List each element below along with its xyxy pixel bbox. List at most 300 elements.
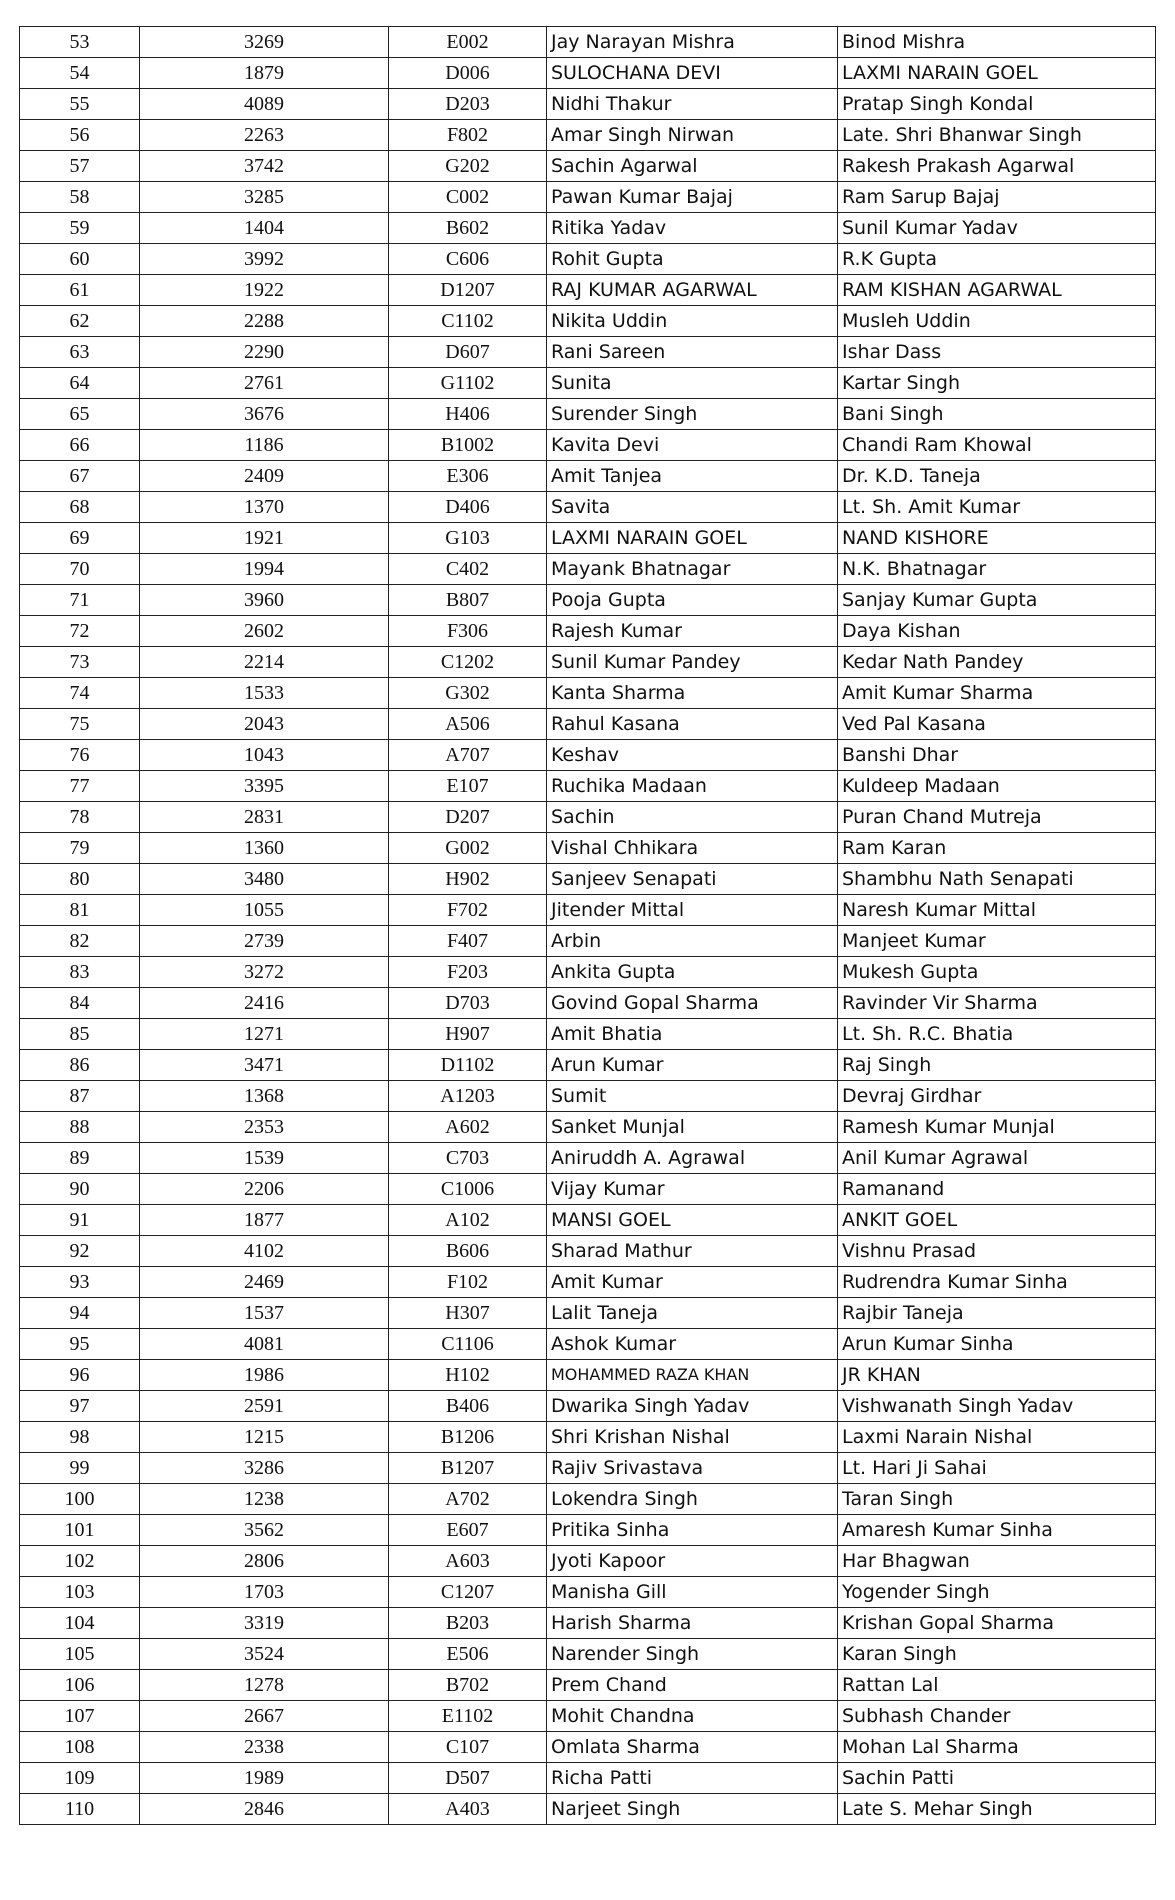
serial-number-cell: 103 (20, 1577, 140, 1608)
serial-number-cell: 77 (20, 771, 140, 802)
father-name-cell: Ishar Dass (838, 337, 1156, 368)
member-number-cell: 2353 (140, 1112, 389, 1143)
flat-number-cell: D406 (389, 492, 547, 523)
serial-number-cell: 108 (20, 1732, 140, 1763)
father-name-cell: R.K Gupta (838, 244, 1156, 275)
member-name-cell: Ashok Kumar (547, 1329, 838, 1360)
table-row (20, 1515, 1156, 1546)
member-name-cell: Sachin (547, 802, 838, 833)
serial-number-cell: 109 (20, 1763, 140, 1794)
table-row (20, 926, 1156, 957)
member-number-cell: 1186 (140, 430, 389, 461)
member-number-cell: 3395 (140, 771, 389, 802)
flat-number-cell: F802 (389, 120, 547, 151)
table-row (20, 1298, 1156, 1329)
flat-number-cell: D006 (389, 58, 547, 89)
member-number-cell: 1404 (140, 213, 389, 244)
flat-number-cell: B406 (389, 1391, 547, 1422)
member-number-cell: 1055 (140, 895, 389, 926)
member-name-cell: Sunil Kumar Pandey (547, 647, 838, 678)
table-row (20, 1205, 1156, 1236)
member-number-cell: 1043 (140, 740, 389, 771)
member-number-cell: 1986 (140, 1360, 389, 1391)
father-name-cell: Ved Pal Kasana (838, 709, 1156, 740)
flat-number-cell: D203 (389, 89, 547, 120)
serial-number-cell: 76 (20, 740, 140, 771)
flat-number-cell: A602 (389, 1112, 547, 1143)
member-number-cell: 2846 (140, 1794, 389, 1825)
serial-number-cell: 68 (20, 492, 140, 523)
table-row (20, 1577, 1156, 1608)
flat-number-cell: D1102 (389, 1050, 547, 1081)
serial-number-cell: 70 (20, 554, 140, 585)
table-row (20, 337, 1156, 368)
member-name-cell: Omlata Sharma (547, 1732, 838, 1763)
member-name-cell: Amit Bhatia (547, 1019, 838, 1050)
member-name-cell: Jitender Mittal (547, 895, 838, 926)
father-name-cell: Ram Sarup Bajaj (838, 182, 1156, 213)
serial-number-cell: 61 (20, 275, 140, 306)
flat-number-cell: F306 (389, 616, 547, 647)
serial-number-cell: 62 (20, 306, 140, 337)
member-name-cell: Sumit (547, 1081, 838, 1112)
father-name-cell: Ravinder Vir Sharma (838, 988, 1156, 1019)
flat-number-cell: B203 (389, 1608, 547, 1639)
table-row (20, 120, 1156, 151)
member-name-cell: Manisha Gill (547, 1577, 838, 1608)
member-name-cell: Pritika Sinha (547, 1515, 838, 1546)
member-number-cell: 1278 (140, 1670, 389, 1701)
father-name-cell: Banshi Dhar (838, 740, 1156, 771)
father-name-cell: Rattan Lal (838, 1670, 1156, 1701)
member-number-cell: 1879 (140, 58, 389, 89)
serial-number-cell: 55 (20, 89, 140, 120)
member-name-cell: Lalit Taneja (547, 1298, 838, 1329)
member-name-cell: Narender Singh (547, 1639, 838, 1670)
member-name-cell: Ritika Yadav (547, 213, 838, 244)
father-name-cell: Shambhu Nath Senapati (838, 864, 1156, 895)
member-name-cell: Richa Patti (547, 1763, 838, 1794)
flat-number-cell: E002 (389, 27, 547, 58)
serial-number-cell: 89 (20, 1143, 140, 1174)
member-name-cell: Rajesh Kumar (547, 616, 838, 647)
flat-number-cell: B1207 (389, 1453, 547, 1484)
table-row (20, 1329, 1156, 1360)
flat-number-cell: D507 (389, 1763, 547, 1794)
table-row (20, 833, 1156, 864)
member-name-cell: Surender Singh (547, 399, 838, 430)
flat-number-cell: E107 (389, 771, 547, 802)
flat-number-cell: A707 (389, 740, 547, 771)
flat-number-cell: D1207 (389, 275, 547, 306)
flat-number-cell: B602 (389, 213, 547, 244)
serial-number-cell: 69 (20, 523, 140, 554)
father-name-cell: Dr. K.D. Taneja (838, 461, 1156, 492)
table-row (20, 1608, 1156, 1639)
father-name-cell: Krishan Gopal Sharma (838, 1608, 1156, 1639)
member-number-cell: 1533 (140, 678, 389, 709)
table-row (20, 988, 1156, 1019)
table-row (20, 1546, 1156, 1577)
serial-number-cell: 94 (20, 1298, 140, 1329)
table-row (20, 771, 1156, 802)
member-name-cell: Ruchika Madaan (547, 771, 838, 802)
flat-number-cell: B1002 (389, 430, 547, 461)
member-number-cell: 3286 (140, 1453, 389, 1484)
father-name-cell: Pratap Singh Kondal (838, 89, 1156, 120)
table-row (20, 275, 1156, 306)
flat-number-cell: C1106 (389, 1329, 547, 1360)
member-name-cell: Mayank Bhatnagar (547, 554, 838, 585)
member-name-cell: Kavita Devi (547, 430, 838, 461)
serial-number-cell: 82 (20, 926, 140, 957)
table-row (20, 306, 1156, 337)
member-name-cell: Harish Sharma (547, 1608, 838, 1639)
father-name-cell: Subhash Chander (838, 1701, 1156, 1732)
member-number-cell: 4102 (140, 1236, 389, 1267)
father-name-cell: Raj Singh (838, 1050, 1156, 1081)
father-name-cell: Kuldeep Madaan (838, 771, 1156, 802)
member-number-cell: 2591 (140, 1391, 389, 1422)
member-number-cell: 3992 (140, 244, 389, 275)
flat-number-cell: G103 (389, 523, 547, 554)
serial-number-cell: 104 (20, 1608, 140, 1639)
table-row (20, 1050, 1156, 1081)
serial-number-cell: 79 (20, 833, 140, 864)
table-row (20, 58, 1156, 89)
member-name-cell: Jay Narayan Mishra (547, 27, 838, 58)
father-name-cell: Mohan Lal Sharma (838, 1732, 1156, 1763)
flat-number-cell: D607 (389, 337, 547, 368)
flat-number-cell: C402 (389, 554, 547, 585)
member-number-cell: 4081 (140, 1329, 389, 1360)
member-name-cell: Rani Sareen (547, 337, 838, 368)
father-name-cell: Lt. Sh. Amit Kumar (838, 492, 1156, 523)
flat-number-cell: E607 (389, 1515, 547, 1546)
table-row (20, 1794, 1156, 1825)
member-number-cell: 3285 (140, 182, 389, 213)
father-name-cell: Karan Singh (838, 1639, 1156, 1670)
table-row (20, 1732, 1156, 1763)
father-name-cell: Sachin Patti (838, 1763, 1156, 1794)
member-number-cell: 1271 (140, 1019, 389, 1050)
member-number-cell: 2043 (140, 709, 389, 740)
table-row (20, 151, 1156, 182)
serial-number-cell: 80 (20, 864, 140, 895)
member-number-cell: 3471 (140, 1050, 389, 1081)
table-row (20, 1639, 1156, 1670)
member-number-cell: 3269 (140, 27, 389, 58)
serial-number-cell: 66 (20, 430, 140, 461)
flat-number-cell: C1207 (389, 1577, 547, 1608)
father-name-cell: Vishnu Prasad (838, 1236, 1156, 1267)
member-number-cell: 1360 (140, 833, 389, 864)
member-number-cell: 2288 (140, 306, 389, 337)
serial-number-cell: 53 (20, 27, 140, 58)
member-number-cell: 1238 (140, 1484, 389, 1515)
member-name-cell: Pawan Kumar Bajaj (547, 182, 838, 213)
member-number-cell: 1539 (140, 1143, 389, 1174)
serial-number-cell: 56 (20, 120, 140, 151)
serial-number-cell: 93 (20, 1267, 140, 1298)
serial-number-cell: 102 (20, 1546, 140, 1577)
member-name-cell: Savita (547, 492, 838, 523)
member-name-cell: Lokendra Singh (547, 1484, 838, 1515)
member-number-cell: 2409 (140, 461, 389, 492)
father-name-cell: Late S. Mehar Singh (838, 1794, 1156, 1825)
flat-number-cell: C606 (389, 244, 547, 275)
member-name-cell: Narjeet Singh (547, 1794, 838, 1825)
father-name-cell: Taran Singh (838, 1484, 1156, 1515)
member-number-cell: 2338 (140, 1732, 389, 1763)
father-name-cell: Anil Kumar Agrawal (838, 1143, 1156, 1174)
member-number-cell: 1368 (140, 1081, 389, 1112)
member-number-cell: 1215 (140, 1422, 389, 1453)
table-row (20, 554, 1156, 585)
member-number-cell: 2263 (140, 120, 389, 151)
serial-number-cell: 86 (20, 1050, 140, 1081)
member-number-cell: 2831 (140, 802, 389, 833)
father-name-cell: Manjeet Kumar (838, 926, 1156, 957)
member-list-body (20, 27, 1156, 1825)
table-row (20, 1081, 1156, 1112)
father-name-cell: Amaresh Kumar Sinha (838, 1515, 1156, 1546)
member-number-cell: 2739 (140, 926, 389, 957)
member-name-cell: Amit Tanjea (547, 461, 838, 492)
serial-number-cell: 74 (20, 678, 140, 709)
member-name-cell: Jyoti Kapoor (547, 1546, 838, 1577)
table-row (20, 1763, 1156, 1794)
table-row (20, 182, 1156, 213)
flat-number-cell: B1206 (389, 1422, 547, 1453)
father-name-cell: NAND KISHORE (838, 523, 1156, 554)
member-name-cell: Dwarika Singh Yadav (547, 1391, 838, 1422)
father-name-cell: Chandi Ram Khowal (838, 430, 1156, 461)
serial-number-cell: 87 (20, 1081, 140, 1112)
father-name-cell: Lt. Hari Ji Sahai (838, 1453, 1156, 1484)
member-name-cell: Govind Gopal Sharma (547, 988, 838, 1019)
member-name-cell: Amit Kumar (547, 1267, 838, 1298)
father-name-cell: Laxmi Narain Nishal (838, 1422, 1156, 1453)
member-number-cell: 1537 (140, 1298, 389, 1329)
table-row (20, 523, 1156, 554)
member-number-cell: 3562 (140, 1515, 389, 1546)
flat-number-cell: D207 (389, 802, 547, 833)
member-name-cell: Vishal Chhikara (547, 833, 838, 864)
member-name-cell: Mohit Chandna (547, 1701, 838, 1732)
flat-number-cell: C703 (389, 1143, 547, 1174)
member-name-cell: MOHAMMED RAZA KHAN (547, 1360, 838, 1391)
father-name-cell: Ramanand (838, 1174, 1156, 1205)
flat-number-cell: H307 (389, 1298, 547, 1329)
father-name-cell: Rakesh Prakash Agarwal (838, 151, 1156, 182)
table-row (20, 1019, 1156, 1050)
flat-number-cell: H902 (389, 864, 547, 895)
father-name-cell: Mukesh Gupta (838, 957, 1156, 988)
father-name-cell: Lt. Sh. R.C. Bhatia (838, 1019, 1156, 1050)
member-number-cell: 1921 (140, 523, 389, 554)
table-row (20, 678, 1156, 709)
flat-number-cell: A506 (389, 709, 547, 740)
member-number-cell: 4089 (140, 89, 389, 120)
father-name-cell: Late. Shri Bhanwar Singh (838, 120, 1156, 151)
serial-number-cell: 58 (20, 182, 140, 213)
flat-number-cell: G002 (389, 833, 547, 864)
member-name-cell: Amar Singh Nirwan (547, 120, 838, 151)
father-name-cell: Arun Kumar Sinha (838, 1329, 1156, 1360)
flat-number-cell: C002 (389, 182, 547, 213)
father-name-cell: Kedar Nath Pandey (838, 647, 1156, 678)
member-number-cell: 3272 (140, 957, 389, 988)
father-name-cell: RAM KISHAN AGARWAL (838, 275, 1156, 306)
flat-number-cell: C1006 (389, 1174, 547, 1205)
table-row (20, 1236, 1156, 1267)
member-number-cell: 2667 (140, 1701, 389, 1732)
flat-number-cell: G1102 (389, 368, 547, 399)
flat-number-cell: E306 (389, 461, 547, 492)
father-name-cell: Ram Karan (838, 833, 1156, 864)
member-number-cell: 2761 (140, 368, 389, 399)
table-row (20, 647, 1156, 678)
father-name-cell: LAXMI NARAIN GOEL (838, 58, 1156, 89)
father-name-cell: Amit Kumar Sharma (838, 678, 1156, 709)
table-row (20, 430, 1156, 461)
serial-number-cell: 98 (20, 1422, 140, 1453)
flat-number-cell: H102 (389, 1360, 547, 1391)
flat-number-cell: C1102 (389, 306, 547, 337)
member-name-cell: Rahul Kasana (547, 709, 838, 740)
serial-number-cell: 73 (20, 647, 140, 678)
member-name-cell: Sharad Mathur (547, 1236, 838, 1267)
serial-number-cell: 64 (20, 368, 140, 399)
flat-number-cell: F702 (389, 895, 547, 926)
table-row (20, 957, 1156, 988)
table-row (20, 895, 1156, 926)
serial-number-cell: 65 (20, 399, 140, 430)
member-number-cell: 2416 (140, 988, 389, 1019)
table-row (20, 1174, 1156, 1205)
flat-number-cell: A702 (389, 1484, 547, 1515)
member-name-cell: Shri Krishan Nishal (547, 1422, 838, 1453)
flat-number-cell: E506 (389, 1639, 547, 1670)
member-name-cell: SULOCHANA DEVI (547, 58, 838, 89)
table-row (20, 1484, 1156, 1515)
father-name-cell: Har Bhagwan (838, 1546, 1156, 1577)
serial-number-cell: 96 (20, 1360, 140, 1391)
flat-number-cell: C107 (389, 1732, 547, 1763)
serial-number-cell: 71 (20, 585, 140, 616)
table-row (20, 492, 1156, 523)
serial-number-cell: 84 (20, 988, 140, 1019)
father-name-cell: Naresh Kumar Mittal (838, 895, 1156, 926)
member-number-cell: 1877 (140, 1205, 389, 1236)
flat-number-cell: G202 (389, 151, 547, 182)
member-name-cell: Nidhi Thakur (547, 89, 838, 120)
member-name-cell: Kanta Sharma (547, 678, 838, 709)
serial-number-cell: 78 (20, 802, 140, 833)
table-row (20, 1670, 1156, 1701)
table-row (20, 740, 1156, 771)
father-name-cell: Rudrendra Kumar Sinha (838, 1267, 1156, 1298)
table-row (20, 616, 1156, 647)
member-number-cell: 2469 (140, 1267, 389, 1298)
serial-number-cell: 75 (20, 709, 140, 740)
table-row (20, 213, 1156, 244)
serial-number-cell: 72 (20, 616, 140, 647)
table-row (20, 1453, 1156, 1484)
father-name-cell: Sunil Kumar Yadav (838, 213, 1156, 244)
member-list-table (19, 26, 1156, 1825)
serial-number-cell: 95 (20, 1329, 140, 1360)
flat-number-cell: B606 (389, 1236, 547, 1267)
flat-number-cell: B702 (389, 1670, 547, 1701)
serial-number-cell: 100 (20, 1484, 140, 1515)
table-row (20, 399, 1156, 430)
member-name-cell: Keshav (547, 740, 838, 771)
table-row (20, 1391, 1156, 1422)
serial-number-cell: 67 (20, 461, 140, 492)
flat-number-cell: A403 (389, 1794, 547, 1825)
flat-number-cell: F407 (389, 926, 547, 957)
serial-number-cell: 83 (20, 957, 140, 988)
member-name-cell: Nikita Uddin (547, 306, 838, 337)
flat-number-cell: D703 (389, 988, 547, 1019)
table-row (20, 461, 1156, 492)
table-row (20, 709, 1156, 740)
table-row (20, 27, 1156, 58)
father-name-cell: Daya Kishan (838, 616, 1156, 647)
serial-number-cell: 97 (20, 1391, 140, 1422)
table-row (20, 1112, 1156, 1143)
serial-number-cell: 101 (20, 1515, 140, 1546)
table-row (20, 1267, 1156, 1298)
member-name-cell: Sanket Munjal (547, 1112, 838, 1143)
father-name-cell: Devraj Girdhar (838, 1081, 1156, 1112)
member-name-cell: Aniruddh A. Agrawal (547, 1143, 838, 1174)
member-number-cell: 2290 (140, 337, 389, 368)
father-name-cell: JR KHAN (838, 1360, 1156, 1391)
serial-number-cell: 99 (20, 1453, 140, 1484)
member-name-cell: MANSI GOEL (547, 1205, 838, 1236)
member-number-cell: 1989 (140, 1763, 389, 1794)
table-row (20, 244, 1156, 275)
serial-number-cell: 57 (20, 151, 140, 182)
member-number-cell: 1994 (140, 554, 389, 585)
table-row (20, 864, 1156, 895)
father-name-cell: Bani Singh (838, 399, 1156, 430)
serial-number-cell: 90 (20, 1174, 140, 1205)
flat-number-cell: F203 (389, 957, 547, 988)
member-number-cell: 1922 (140, 275, 389, 306)
serial-number-cell: 106 (20, 1670, 140, 1701)
table-row (20, 1701, 1156, 1732)
member-number-cell: 2602 (140, 616, 389, 647)
father-name-cell: Ramesh Kumar Munjal (838, 1112, 1156, 1143)
member-name-cell: Ankita Gupta (547, 957, 838, 988)
member-number-cell: 3319 (140, 1608, 389, 1639)
serial-number-cell: 60 (20, 244, 140, 275)
member-number-cell: 3742 (140, 151, 389, 182)
serial-number-cell: 107 (20, 1701, 140, 1732)
father-name-cell: Kartar Singh (838, 368, 1156, 399)
member-number-cell: 3676 (140, 399, 389, 430)
father-name-cell: Yogender Singh (838, 1577, 1156, 1608)
member-name-cell: Prem Chand (547, 1670, 838, 1701)
member-number-cell: 3524 (140, 1639, 389, 1670)
father-name-cell: Vishwanath Singh Yadav (838, 1391, 1156, 1422)
table-row (20, 802, 1156, 833)
serial-number-cell: 81 (20, 895, 140, 926)
